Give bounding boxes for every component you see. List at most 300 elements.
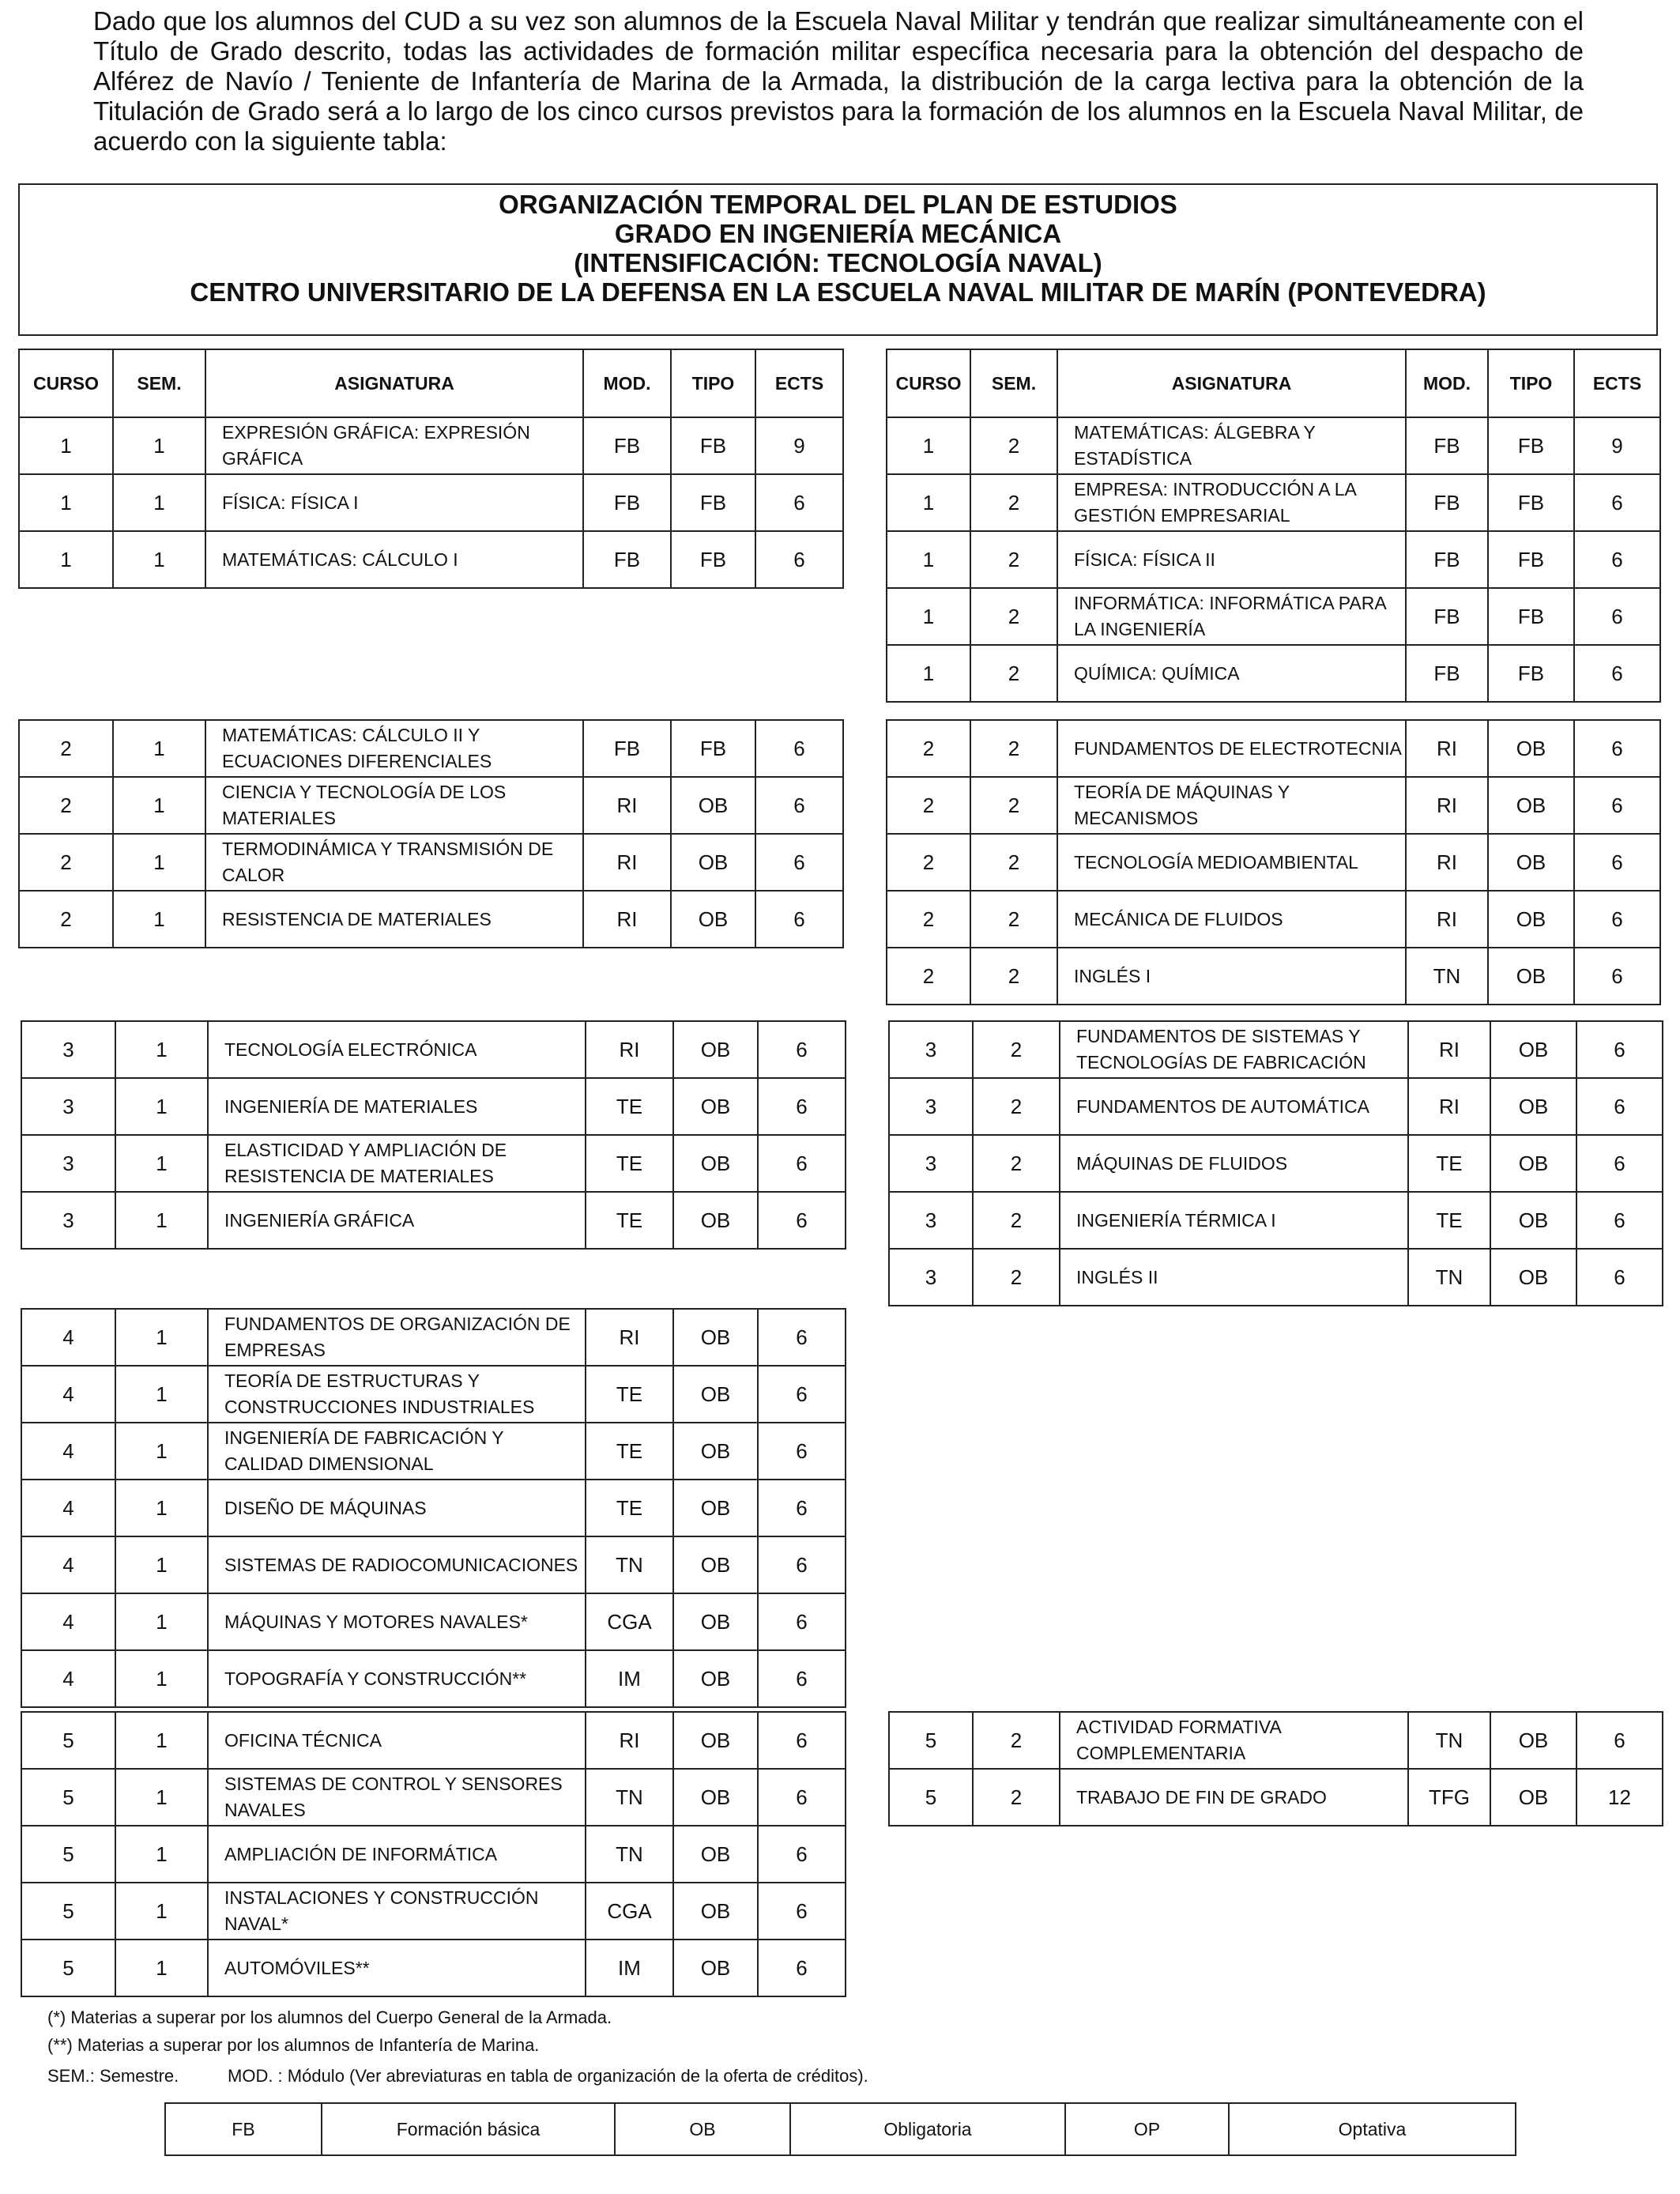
cell-asignatura: TECNOLOGÍA MEDIOAMBIENTAL	[1057, 834, 1406, 891]
cell-sem: 1	[113, 474, 205, 531]
table-row	[21, 1650, 846, 1707]
header-ects: ECTS	[755, 349, 843, 417]
table-row	[889, 1769, 1663, 1826]
table-row	[21, 1078, 846, 1135]
cell-curso: 4	[21, 1366, 115, 1423]
cell-asignatura: TOPOGRAFÍA Y CONSTRUCCIÓN**	[208, 1650, 586, 1707]
cell-ects: 6	[1576, 1249, 1663, 1306]
cell-ects: 6	[1576, 1712, 1663, 1769]
legend-op-label: Optativa	[1229, 2103, 1516, 2155]
cell-curso: 1	[887, 645, 970, 702]
cell-tipo: OB	[1490, 1712, 1576, 1769]
cell-curso: 5	[21, 1826, 115, 1883]
cell-sem: 1	[115, 1712, 208, 1769]
cell-curso: 2	[887, 891, 970, 948]
cell-mod: TE	[1408, 1135, 1490, 1192]
intro-paragraph: Dado que los alumnos del CUD a su vez son alumnos de la Escuela Naval Militar y tendrán que realizar simultáneamente con el Título de Grado descrito, todas las actividades de formación militar específica necesaria para la obtención del despacho de Alférez de Navío / Teniente de Infantería de Marina de la Armada, la distribución de la carga lectiva para la obtención de la Titulación de Grado será a lo largo de los cinco cursos previstos para la formación de los alumnos en la Escuela Naval Militar, de acuerdo con la siguiente tabla:	[93, 6, 1584, 156]
cell-sem: 1	[115, 1366, 208, 1423]
cell-mod: TE	[586, 1366, 673, 1423]
cell-tipo: OB	[673, 1423, 758, 1480]
cell-mod: RI	[586, 1309, 673, 1366]
header-table-right	[886, 349, 1661, 418]
cell-ects: 6	[1576, 1021, 1663, 1078]
cell-mod: RI	[1406, 777, 1488, 834]
cell-curso: 2	[887, 948, 970, 1005]
cell-sem: 2	[973, 1135, 1060, 1192]
title-line-1: ORGANIZACIÓN TEMPORAL DEL PLAN DE ESTUDIOS	[499, 190, 1177, 219]
cell-asignatura: OFICINA TÉCNICA	[208, 1712, 586, 1769]
cell-curso: 5	[889, 1769, 973, 1826]
cell-tipo: OB	[673, 1650, 758, 1707]
cell-mod: TE	[586, 1135, 673, 1192]
cell-asignatura: MATEMÁTICAS: CÁLCULO I	[205, 531, 583, 588]
cell-ects: 6	[758, 1883, 846, 1940]
table-row	[19, 891, 843, 948]
cell-tipo: OB	[1488, 891, 1574, 948]
cell-sem: 1	[115, 1769, 208, 1826]
cell-mod: CGA	[586, 1883, 673, 1940]
cell-mod: RI	[1406, 891, 1488, 948]
cell-tipo: OB	[673, 1021, 758, 1078]
cell-ects: 6	[758, 1826, 846, 1883]
table-row	[21, 1135, 846, 1192]
cell-mod: RI	[1406, 720, 1488, 777]
cell-mod: FB	[583, 720, 671, 777]
cell-mod: FB	[1406, 474, 1488, 531]
cell-asignatura: TEORÍA DE MÁQUINAS Y MECANISMOS	[1057, 777, 1406, 834]
cell-sem: 1	[113, 891, 205, 948]
cell-curso: 2	[887, 777, 970, 834]
cell-sem: 2	[973, 1192, 1060, 1249]
table-row	[19, 834, 843, 891]
cell-curso: 1	[887, 531, 970, 588]
cell-curso: 3	[21, 1192, 115, 1249]
table-row	[889, 1192, 1663, 1249]
header-curso: CURSO	[887, 349, 970, 417]
cell-curso: 2	[19, 891, 113, 948]
cell-ects: 6	[758, 1650, 846, 1707]
table-row	[19, 417, 843, 474]
footnote-sem: SEM.: Semestre.	[47, 2066, 179, 2086]
cell-sem: 2	[970, 417, 1057, 474]
table-row	[887, 531, 1660, 588]
title-line-2: GRADO EN INGENIERÍA MECÁNICA	[614, 219, 1062, 248]
cell-sem: 1	[115, 1650, 208, 1707]
cell-ects: 6	[758, 1135, 846, 1192]
cell-tipo: OB	[673, 1826, 758, 1883]
cell-sem: 2	[970, 474, 1057, 531]
cell-tipo: OB	[673, 1883, 758, 1940]
cell-asignatura: FUNDAMENTOS DE AUTOMÁTICA	[1060, 1078, 1408, 1135]
table-row	[19, 720, 843, 777]
cell-sem: 1	[115, 1078, 208, 1135]
cell-curso: 4	[21, 1309, 115, 1366]
cell-ects: 6	[1574, 720, 1660, 777]
cell-mod: RI	[586, 1712, 673, 1769]
table-curso5-sem1	[21, 1711, 846, 1997]
cell-asignatura: FUNDAMENTOS DE SISTEMAS Y TECNOLOGÍAS DE FABRICACIÓN	[1060, 1021, 1408, 1078]
cell-asignatura: INGENIERÍA TÉRMICA I	[1060, 1192, 1408, 1249]
cell-asignatura: INGENIERÍA DE FABRICACIÓN Y CALIDAD DIMENSIONAL	[208, 1423, 586, 1480]
cell-curso: 4	[21, 1480, 115, 1536]
cell-tipo: OB	[1488, 834, 1574, 891]
table-row	[887, 948, 1660, 1005]
cell-curso: 2	[19, 834, 113, 891]
cell-sem: 1	[113, 834, 205, 891]
cell-asignatura: INGENIERÍA DE MATERIALES	[208, 1078, 586, 1135]
cell-asignatura: INGENIERÍA GRÁFICA	[208, 1192, 586, 1249]
cell-ects: 12	[1576, 1769, 1663, 1826]
cell-curso: 3	[889, 1078, 973, 1135]
cell-ects: 6	[1574, 645, 1660, 702]
cell-mod: TN	[1408, 1249, 1490, 1306]
cell-mod: TN	[586, 1536, 673, 1593]
cell-curso: 5	[21, 1769, 115, 1826]
cell-asignatura: INGLÉS II	[1060, 1249, 1408, 1306]
cell-curso: 3	[889, 1192, 973, 1249]
cell-tipo: OB	[1488, 777, 1574, 834]
cell-tipo: OB	[671, 777, 755, 834]
cell-tipo: OB	[673, 1366, 758, 1423]
cell-mod: RI	[586, 1021, 673, 1078]
cell-asignatura: EMPRESA: INTRODUCCIÓN A LA GESTIÓN EMPRESARIAL	[1057, 474, 1406, 531]
table-row	[21, 1826, 846, 1883]
legend-ob-code: OB	[615, 2103, 790, 2155]
table-row	[889, 1249, 1663, 1306]
table-curso1-sem1	[18, 417, 844, 589]
cell-asignatura: TECNOLOGÍA ELECTRÓNICA	[208, 1021, 586, 1078]
cell-asignatura: QUÍMICA: QUÍMICA	[1057, 645, 1406, 702]
cell-asignatura: FÍSICA: FÍSICA I	[205, 474, 583, 531]
cell-curso: 5	[21, 1940, 115, 1996]
cell-curso: 3	[889, 1135, 973, 1192]
cell-mod: TE	[1408, 1192, 1490, 1249]
cell-sem: 2	[973, 1769, 1060, 1826]
cell-curso: 4	[21, 1536, 115, 1593]
cell-sem: 1	[115, 1940, 208, 1996]
cell-tipo: OB	[1490, 1135, 1576, 1192]
legend-table	[164, 2102, 1516, 2156]
cell-mod: FB	[1406, 531, 1488, 588]
cell-ects: 6	[758, 1192, 846, 1249]
cell-asignatura: DISEÑO DE MÁQUINAS	[208, 1480, 586, 1536]
footnote-mod: MOD. : Módulo (Ver abreviaturas en tabla de organización de la oferta de créditos).	[228, 2066, 868, 2086]
cell-ects: 6	[755, 834, 843, 891]
cell-tipo: OB	[673, 1192, 758, 1249]
cell-sem: 2	[970, 834, 1057, 891]
cell-mod: RI	[583, 891, 671, 948]
cell-ects: 6	[758, 1593, 846, 1650]
cell-asignatura: MATEMÁTICAS: CÁLCULO II Y ECUACIONES DIFERENCIALES	[205, 720, 583, 777]
cell-mod: FB	[1406, 588, 1488, 645]
cell-tipo: OB	[673, 1078, 758, 1135]
cell-asignatura: RESISTENCIA DE MATERIALES	[205, 891, 583, 948]
title-line-4: CENTRO UNIVERSITARIO DE LA DEFENSA EN LA ESCUELA NAVAL MILITAR DE MARÍN (PONTEVEDRA)	[190, 277, 1486, 307]
table-curso3-sem2	[888, 1020, 1663, 1306]
cell-tipo: OB	[1490, 1192, 1576, 1249]
cell-tipo: OB	[673, 1712, 758, 1769]
footnote-cga: (*) Materias a superar por los alumnos del Cuerpo General de la Armada.	[47, 2007, 612, 2027]
cell-mod: TN	[1406, 948, 1488, 1005]
cell-tipo: OB	[673, 1309, 758, 1366]
cell-curso: 2	[887, 720, 970, 777]
cell-tipo: OB	[673, 1480, 758, 1536]
cell-curso: 4	[21, 1650, 115, 1707]
cell-curso: 2	[19, 720, 113, 777]
cell-asignatura: INGLÉS I	[1057, 948, 1406, 1005]
cell-sem: 1	[115, 1309, 208, 1366]
cell-tipo: OB	[1488, 720, 1574, 777]
table-row	[21, 1021, 846, 1078]
cell-ects: 6	[1574, 891, 1660, 948]
cell-curso: 3	[889, 1249, 973, 1306]
cell-tipo: OB	[673, 1940, 758, 1996]
cell-tipo: FB	[671, 474, 755, 531]
cell-tipo: FB	[1488, 417, 1574, 474]
cell-ects: 6	[758, 1480, 846, 1536]
cell-mod: FB	[583, 531, 671, 588]
cell-curso: 1	[887, 474, 970, 531]
header-ects: ECTS	[1574, 349, 1660, 417]
cell-ects: 6	[758, 1309, 846, 1366]
cell-curso: 1	[19, 474, 113, 531]
cell-curso: 4	[21, 1423, 115, 1480]
header-mod: MOD.	[583, 349, 671, 417]
cell-ects: 6	[755, 891, 843, 948]
cell-ects: 6	[758, 1366, 846, 1423]
cell-asignatura: TRABAJO DE FIN DE GRADO	[1060, 1769, 1408, 1826]
header-sem: SEM.	[113, 349, 205, 417]
cell-sem: 1	[113, 531, 205, 588]
cell-sem: 1	[115, 1536, 208, 1593]
cell-ects: 6	[1574, 588, 1660, 645]
table-row	[21, 1536, 846, 1593]
table-row	[887, 834, 1660, 891]
cell-asignatura: INSTALACIONES Y CONSTRUCCIÓN NAVAL*	[208, 1883, 586, 1940]
table-row	[21, 1769, 846, 1826]
table-curso1-sem2	[886, 417, 1661, 703]
cell-ects: 6	[758, 1712, 846, 1769]
table-row	[21, 1712, 846, 1769]
cell-mod: RI	[583, 777, 671, 834]
cell-mod: FB	[1406, 417, 1488, 474]
table-row	[21, 1309, 846, 1366]
table-row	[21, 1940, 846, 1996]
cell-sem: 2	[970, 588, 1057, 645]
table-row	[21, 1192, 846, 1249]
cell-ects: 6	[1574, 474, 1660, 531]
cell-asignatura: ELASTICIDAD Y AMPLIACIÓN DE RESISTENCIA DE MATERIALES	[208, 1135, 586, 1192]
cell-sem: 1	[115, 1021, 208, 1078]
cell-mod: IM	[586, 1940, 673, 1996]
cell-sem: 1	[115, 1883, 208, 1940]
cell-mod: RI	[1408, 1078, 1490, 1135]
cell-curso: 2	[887, 834, 970, 891]
table-row	[19, 531, 843, 588]
cell-ects: 6	[1576, 1192, 1663, 1249]
cell-curso: 1	[887, 417, 970, 474]
title-line-3: (INTENSIFICACIÓN: TECNOLOGÍA NAVAL)	[574, 248, 1102, 277]
table-row	[889, 1135, 1663, 1192]
table-row	[21, 1883, 846, 1940]
cell-mod: TN	[586, 1826, 673, 1883]
table-row	[887, 777, 1660, 834]
cell-sem: 2	[970, 948, 1057, 1005]
cell-mod: CGA	[586, 1593, 673, 1650]
table-row	[21, 1480, 846, 1536]
cell-curso: 5	[21, 1712, 115, 1769]
table-row	[21, 1593, 846, 1650]
cell-ects: 9	[755, 417, 843, 474]
cell-sem: 2	[970, 891, 1057, 948]
table-row	[889, 1078, 1663, 1135]
cell-tipo: OB	[673, 1593, 758, 1650]
cell-sem: 2	[970, 531, 1057, 588]
cell-curso: 3	[889, 1021, 973, 1078]
legend-op-code: OP	[1065, 2103, 1229, 2155]
cell-curso: 1	[19, 417, 113, 474]
header-asignatura: ASIGNATURA	[1057, 349, 1406, 417]
legend-ob-label: Obligatoria	[790, 2103, 1065, 2155]
cell-asignatura: FUNDAMENTOS DE ELECTROTECNIA	[1057, 720, 1406, 777]
table-row	[889, 1021, 1663, 1078]
cell-curso: 1	[887, 588, 970, 645]
cell-curso: 5	[21, 1883, 115, 1940]
cell-asignatura: CIENCIA Y TECNOLOGÍA DE LOS MATERIALES	[205, 777, 583, 834]
cell-asignatura: FUNDAMENTOS DE ORGANIZACIÓN DE EMPRESAS	[208, 1309, 586, 1366]
cell-curso: 5	[889, 1712, 973, 1769]
cell-ects: 6	[758, 1021, 846, 1078]
cell-mod: RI	[1406, 834, 1488, 891]
cell-asignatura: EXPRESIÓN GRÁFICA: EXPRESIÓN GRÁFICA	[205, 417, 583, 474]
cell-asignatura: AUTOMÓVILES**	[208, 1940, 586, 1996]
cell-asignatura: MECÁNICA DE FLUIDOS	[1057, 891, 1406, 948]
legend-fb-label: Formación básica	[322, 2103, 615, 2155]
cell-tipo: OB	[1490, 1021, 1576, 1078]
cell-ects: 6	[755, 531, 843, 588]
cell-curso: 3	[21, 1021, 115, 1078]
cell-mod: TN	[1408, 1712, 1490, 1769]
cell-ects: 6	[758, 1769, 846, 1826]
cell-mod: RI	[1408, 1021, 1490, 1078]
cell-mod: IM	[586, 1650, 673, 1707]
table-row	[19, 777, 843, 834]
cell-curso: 1	[19, 531, 113, 588]
table-curso3-sem1	[21, 1020, 846, 1250]
table-row	[889, 1712, 1663, 1769]
table-curso2-sem1	[18, 719, 844, 948]
cell-tipo: OB	[1488, 948, 1574, 1005]
cell-asignatura: MATEMÁTICAS: ÁLGEBRA Y ESTADÍSTICA	[1057, 417, 1406, 474]
cell-tipo: OB	[673, 1536, 758, 1593]
cell-tipo: OB	[673, 1135, 758, 1192]
cell-mod: TE	[586, 1480, 673, 1536]
cell-ects: 6	[758, 1423, 846, 1480]
table-row	[887, 720, 1660, 777]
cell-tipo: FB	[671, 531, 755, 588]
cell-tipo: FB	[1488, 474, 1574, 531]
table-curso2-sem2	[886, 719, 1661, 1005]
cell-sem: 1	[115, 1480, 208, 1536]
table-curso5-sem2	[888, 1711, 1663, 1826]
cell-ects: 6	[758, 1078, 846, 1135]
table-row	[887, 474, 1660, 531]
cell-sem: 2	[973, 1021, 1060, 1078]
cell-ects: 9	[1574, 417, 1660, 474]
cell-ects: 6	[1574, 834, 1660, 891]
cell-asignatura: AMPLIACIÓN DE INFORMÁTICA	[208, 1826, 586, 1883]
cell-asignatura: MÁQUINAS DE FLUIDOS	[1060, 1135, 1408, 1192]
cell-mod: RI	[583, 834, 671, 891]
cell-mod: TN	[586, 1769, 673, 1826]
cell-sem: 1	[115, 1423, 208, 1480]
cell-mod: FB	[583, 474, 671, 531]
table-row	[887, 417, 1660, 474]
footnote-im: (**) Materias a superar por los alumnos de Infantería de Marina.	[47, 2035, 540, 2055]
header-tipo: TIPO	[1488, 349, 1574, 417]
cell-sem: 1	[115, 1826, 208, 1883]
cell-ects: 6	[755, 777, 843, 834]
cell-mod: FB	[1406, 645, 1488, 702]
cell-curso: 4	[21, 1593, 115, 1650]
cell-tipo: FB	[671, 720, 755, 777]
table-curso4-sem1	[21, 1308, 846, 1708]
cell-ects: 6	[758, 1536, 846, 1593]
table-row	[887, 891, 1660, 948]
cell-curso: 3	[21, 1135, 115, 1192]
cell-asignatura: TERMODINÁMICA Y TRANSMISIÓN DE CALOR	[205, 834, 583, 891]
header-tipo: TIPO	[671, 349, 755, 417]
table-row	[887, 588, 1660, 645]
cell-ects: 6	[1576, 1135, 1663, 1192]
header-sem: SEM.	[970, 349, 1057, 417]
plan-title-box	[18, 183, 1658, 336]
cell-sem: 1	[113, 417, 205, 474]
cell-tipo: FB	[1488, 645, 1574, 702]
header-curso: CURSO	[19, 349, 113, 417]
cell-sem: 1	[115, 1135, 208, 1192]
cell-asignatura: ACTIVIDAD FORMATIVA COMPLEMENTARIA	[1060, 1712, 1408, 1769]
cell-ects: 6	[755, 720, 843, 777]
cell-mod: TE	[586, 1078, 673, 1135]
legend-fb-code: FB	[165, 2103, 322, 2155]
cell-mod: FB	[583, 417, 671, 474]
header-table-left	[18, 349, 844, 418]
cell-sem: 1	[115, 1593, 208, 1650]
cell-mod: TFG	[1408, 1769, 1490, 1826]
cell-asignatura: INFORMÁTICA: INFORMÁTICA PARA LA INGENIERÍA	[1057, 588, 1406, 645]
cell-ects: 6	[755, 474, 843, 531]
cell-tipo: OB	[671, 834, 755, 891]
cell-curso: 3	[21, 1078, 115, 1135]
cell-asignatura: SISTEMAS DE CONTROL Y SENSORES NAVALES	[208, 1769, 586, 1826]
cell-sem: 2	[970, 720, 1057, 777]
table-row	[21, 1366, 846, 1423]
cell-asignatura: SISTEMAS DE RADIOCOMUNICACIONES	[208, 1536, 586, 1593]
cell-sem: 2	[973, 1249, 1060, 1306]
header-asignatura: ASIGNATURA	[205, 349, 583, 417]
cell-ects: 6	[1574, 531, 1660, 588]
cell-tipo: OB	[671, 891, 755, 948]
cell-ects: 6	[1576, 1078, 1663, 1135]
cell-tipo: FB	[1488, 588, 1574, 645]
header-mod: MOD.	[1406, 349, 1488, 417]
cell-sem: 2	[970, 645, 1057, 702]
cell-sem: 2	[973, 1712, 1060, 1769]
cell-tipo: FB	[1488, 531, 1574, 588]
cell-tipo: FB	[671, 417, 755, 474]
cell-mod: TE	[586, 1423, 673, 1480]
